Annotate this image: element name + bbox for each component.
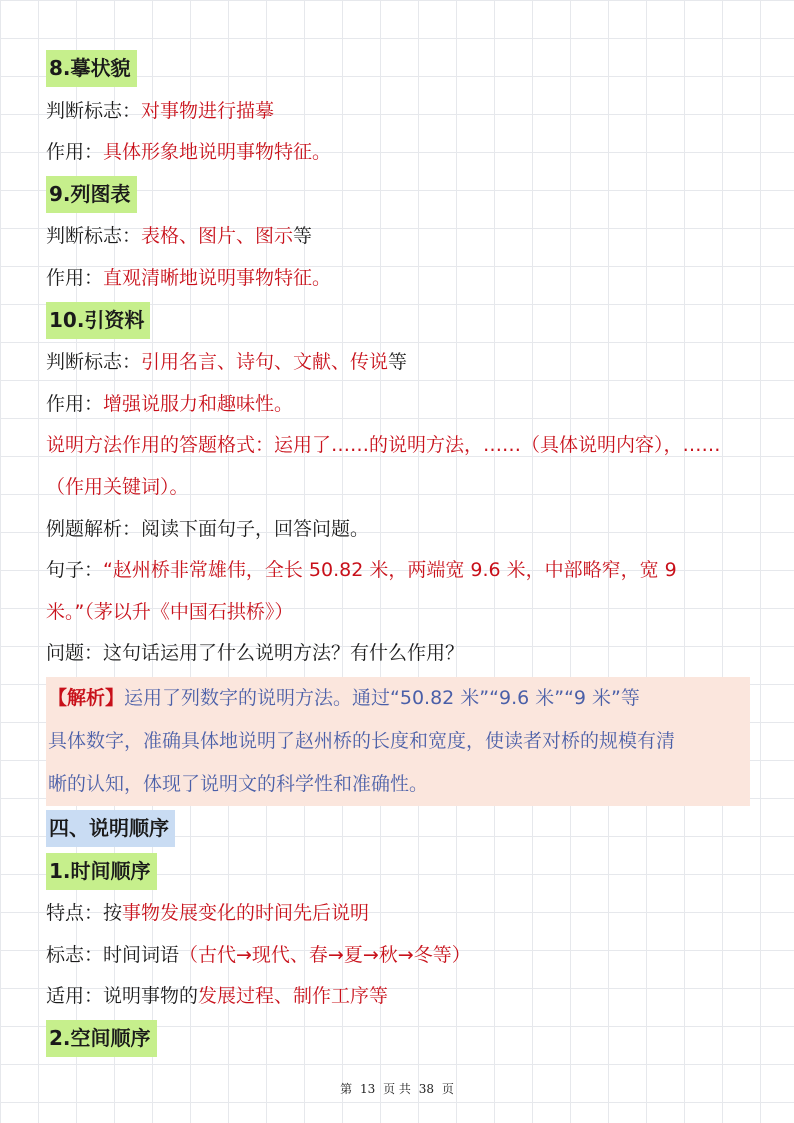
section-8	[46, 48, 750, 91]
analysis-line-3: 晰的认知，体现了说明文的科学性和准确性。	[48, 772, 429, 795]
time-order-heading: 1.时间顺序	[46, 853, 157, 890]
order-section	[46, 808, 750, 851]
section-8-heading: 8.摹状貌	[46, 50, 137, 87]
analysis-line-1	[48, 677, 748, 720]
time-order	[46, 851, 750, 894]
judge-value: 引用名言、诗句、文献、传说	[141, 351, 389, 374]
judge-value: 对事物进行描摹	[141, 99, 275, 122]
page-total: 38	[418, 1082, 435, 1096]
section-8-use	[46, 132, 750, 174]
analysis-text: 运用了列数字的说明方法。通过“50.82 米”“9.6 米”“9 米”等	[124, 686, 640, 709]
page-suffix: 页	[441, 1082, 454, 1096]
section-8-judge	[46, 91, 750, 133]
judge-value: 表格、图片、图示	[141, 225, 294, 248]
mark-label: 标志：时间词语	[46, 943, 180, 966]
page-footer	[0, 1080, 794, 1097]
example-sentence-line-1	[46, 550, 750, 592]
use-value: 直观清晰地说明事物特征。	[103, 266, 332, 289]
section-9-judge	[46, 216, 750, 258]
section-9-heading: 9.列图表	[46, 176, 137, 213]
use-label: 作用：	[46, 141, 104, 164]
section-9	[46, 174, 750, 217]
section-9-use	[46, 258, 750, 300]
page-mid: 页 共	[383, 1082, 411, 1096]
space-order-heading: 2.空间顺序	[46, 1020, 157, 1057]
mark-value: （古代→现代、春→夏→秋→冬等）	[179, 943, 471, 966]
example-question: 问题：这句话运用了什么说明方法？有什么作用？	[46, 642, 465, 665]
page-number: 13	[359, 1082, 376, 1096]
example-intro: 例题解析：阅读下面句子，回答问题。	[46, 517, 370, 540]
judge-suffix: 等	[388, 351, 408, 374]
example-sentence-line-2: 米。”（茅以升《中国石拱桥》）	[46, 600, 294, 623]
sentence-label: 句子：	[46, 559, 104, 582]
answer-format-line-2: （作用关键词）。	[46, 475, 189, 498]
judge-label: 判断标志：	[46, 99, 142, 122]
time-order-feature	[46, 893, 750, 935]
feature-label: 特点：按	[46, 902, 123, 925]
section-10	[46, 300, 750, 343]
time-order-apply	[46, 976, 750, 1018]
section-10-use	[46, 384, 750, 426]
analysis-line-2: 具体数字，准确具体地说明了赵州桥的长度和宽度，使读者对桥的规模有清	[48, 729, 676, 752]
page-content	[46, 48, 750, 1060]
section-10-heading: 10.引资料	[46, 302, 150, 339]
use-label: 作用：	[46, 266, 104, 289]
order-heading: 四、说明顺序	[46, 810, 175, 847]
use-value: 增强说服力和趣味性。	[103, 392, 294, 415]
judge-suffix: 等	[293, 225, 313, 248]
judge-label: 判断标志：	[46, 351, 142, 374]
time-order-mark	[46, 935, 750, 977]
analysis-tag: 【解析】	[48, 686, 125, 709]
feature-value: 事物发展变化的时间先后说明	[122, 902, 370, 925]
analysis-box	[46, 677, 750, 806]
use-label: 作用：	[46, 392, 104, 415]
answer-format-line-1: 说明方法作用的答题格式：运用了……的说明方法，……（具体说明内容），……	[46, 434, 721, 457]
apply-label: 适用：说明事物的	[46, 985, 199, 1008]
use-value: 具体形象地说明事物特征。	[103, 141, 332, 164]
section-10-judge	[46, 342, 750, 384]
apply-value: 发展过程、制作工序等	[198, 985, 389, 1008]
sentence-text: “赵州桥非常雄伟，全长 50.82 米，两端宽 9.6 米，中部略窄，宽 9	[103, 559, 677, 582]
page-prefix: 第	[340, 1082, 353, 1096]
space-order	[46, 1018, 750, 1061]
judge-label: 判断标志：	[46, 225, 142, 248]
